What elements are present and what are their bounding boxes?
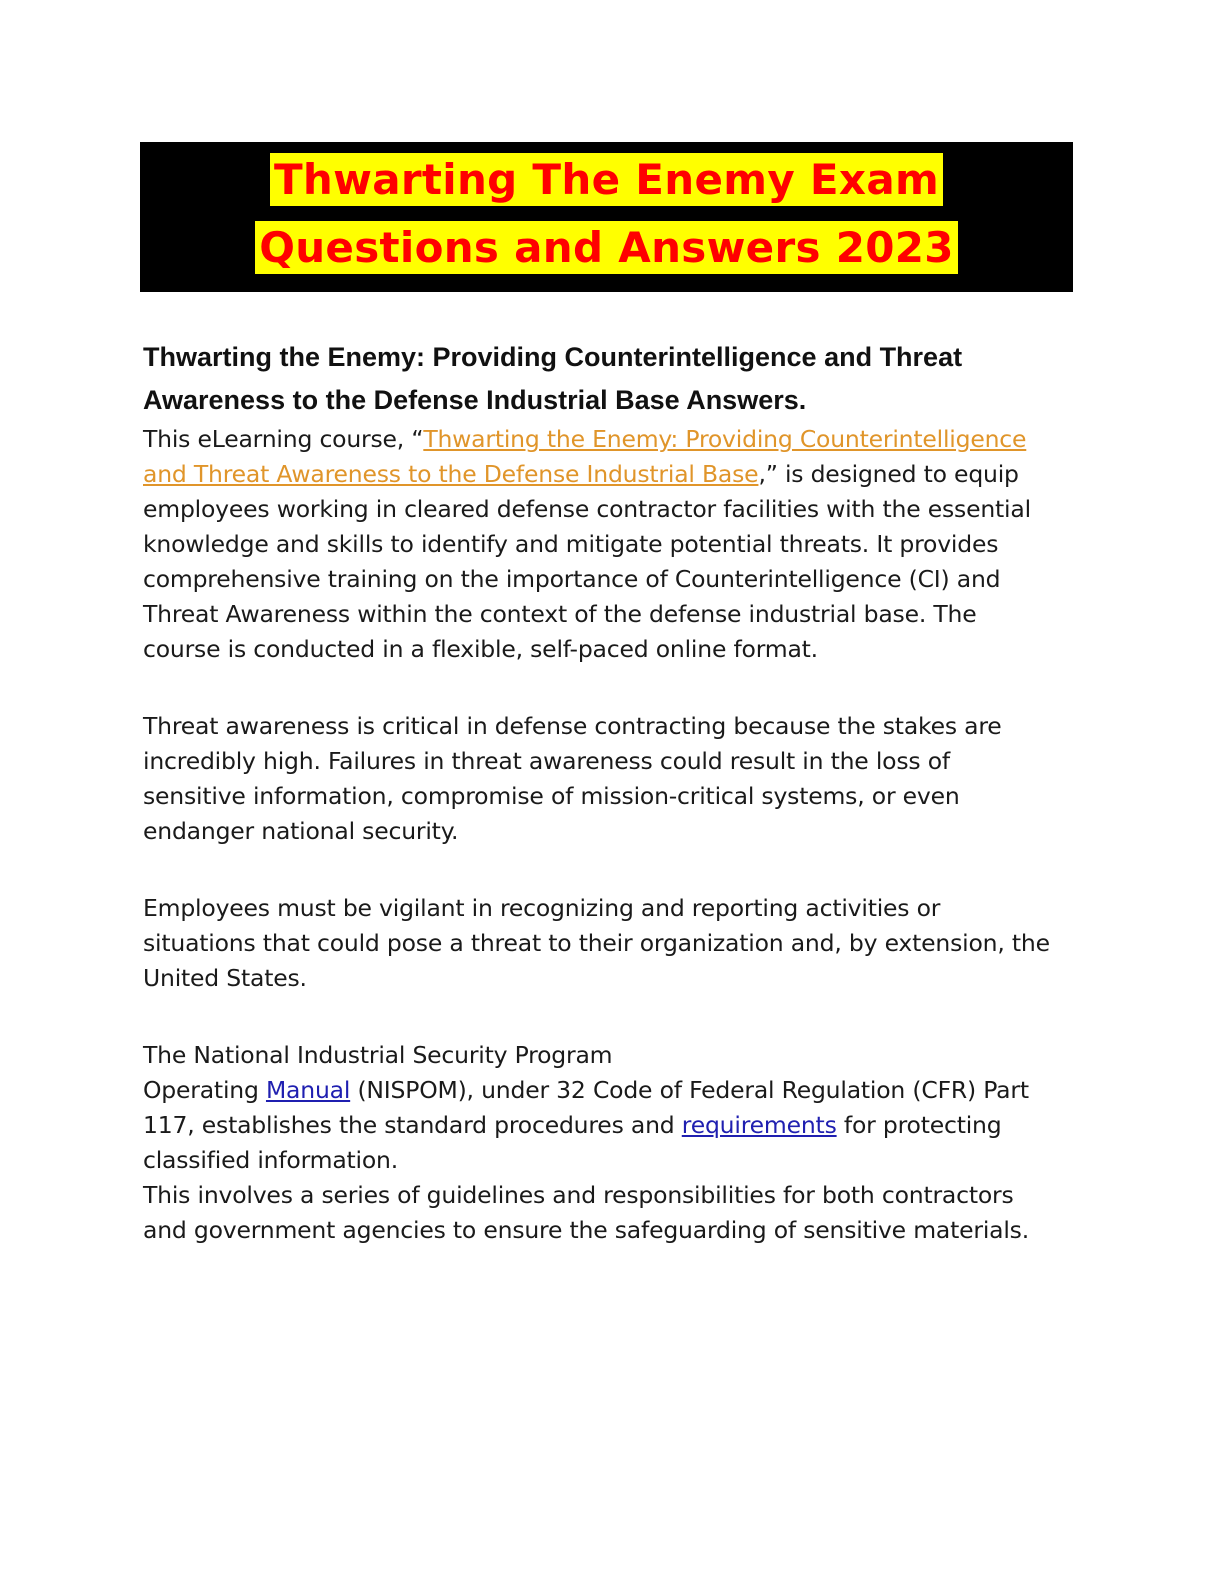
title-line-2 [140,218,1073,282]
title-text-2: Questions and Answers 2023 [255,221,958,274]
title-text-1: Thwarting The Enemy Exam [270,153,943,206]
nispom-line-1: The National Industrial Security Program [143,1041,613,1069]
nispom-last-line: This involves a series of guidelines and responsibilities for both contractors and government agencies to ensure the safeguarding of sensitive materials. [143,1181,1029,1244]
document-body [143,336,1058,1248]
nispom-paragraph [143,1038,1058,1248]
intro-text-before: This eLearning course, “ [143,425,424,453]
requirements-link[interactable]: requirements [681,1111,837,1139]
section-heading: Thwarting the Enemy: Providing Counterintelligence and Threat Awareness to the Defense Industrial Base Answers. [143,342,963,415]
nispom-text-before-manual: Operating [143,1076,266,1104]
intro-paragraph [143,422,1058,667]
title-line-1 [140,150,1073,214]
threat-awareness-paragraph: Threat awareness is critical in defense contracting because the stakes are incredibly high. Failures in threat awareness could result in the loss of sensitive information, compromise of mission-critical systems, or even endanger national security. [143,712,1002,845]
intro-text-after: ,” is designed to equip employees working in cleared defense contractor facilities with the essential knowledge and skills to identify and mitigate potential threats. It provides comprehensive training on the importance of Counterintelligence (CI) and Threat Awareness within the context of the defense industrial base. The course is conducted in a flexible, self-paced online format. [143,460,1031,663]
course-title-link[interactable]: Thwarting the Enemy: Providing Counterintelligence and Threat Awareness to the Defense Industrial Base [143,425,1027,488]
title-banner [140,142,1073,292]
nispom-text-after-requirements: for protecting classified information. [143,1111,1002,1174]
employees-paragraph: Employees must be vigilant in recognizing and reporting activities or situations that could pose a threat to their organization and, by extension, the United States. [143,894,1050,992]
nispom-text-after-manual: (NISPOM), under 32 Code of Federal Regulation (CFR) Part 117, establishes the standard procedures and [143,1076,1029,1139]
manual-link[interactable]: Manual [265,1076,351,1104]
